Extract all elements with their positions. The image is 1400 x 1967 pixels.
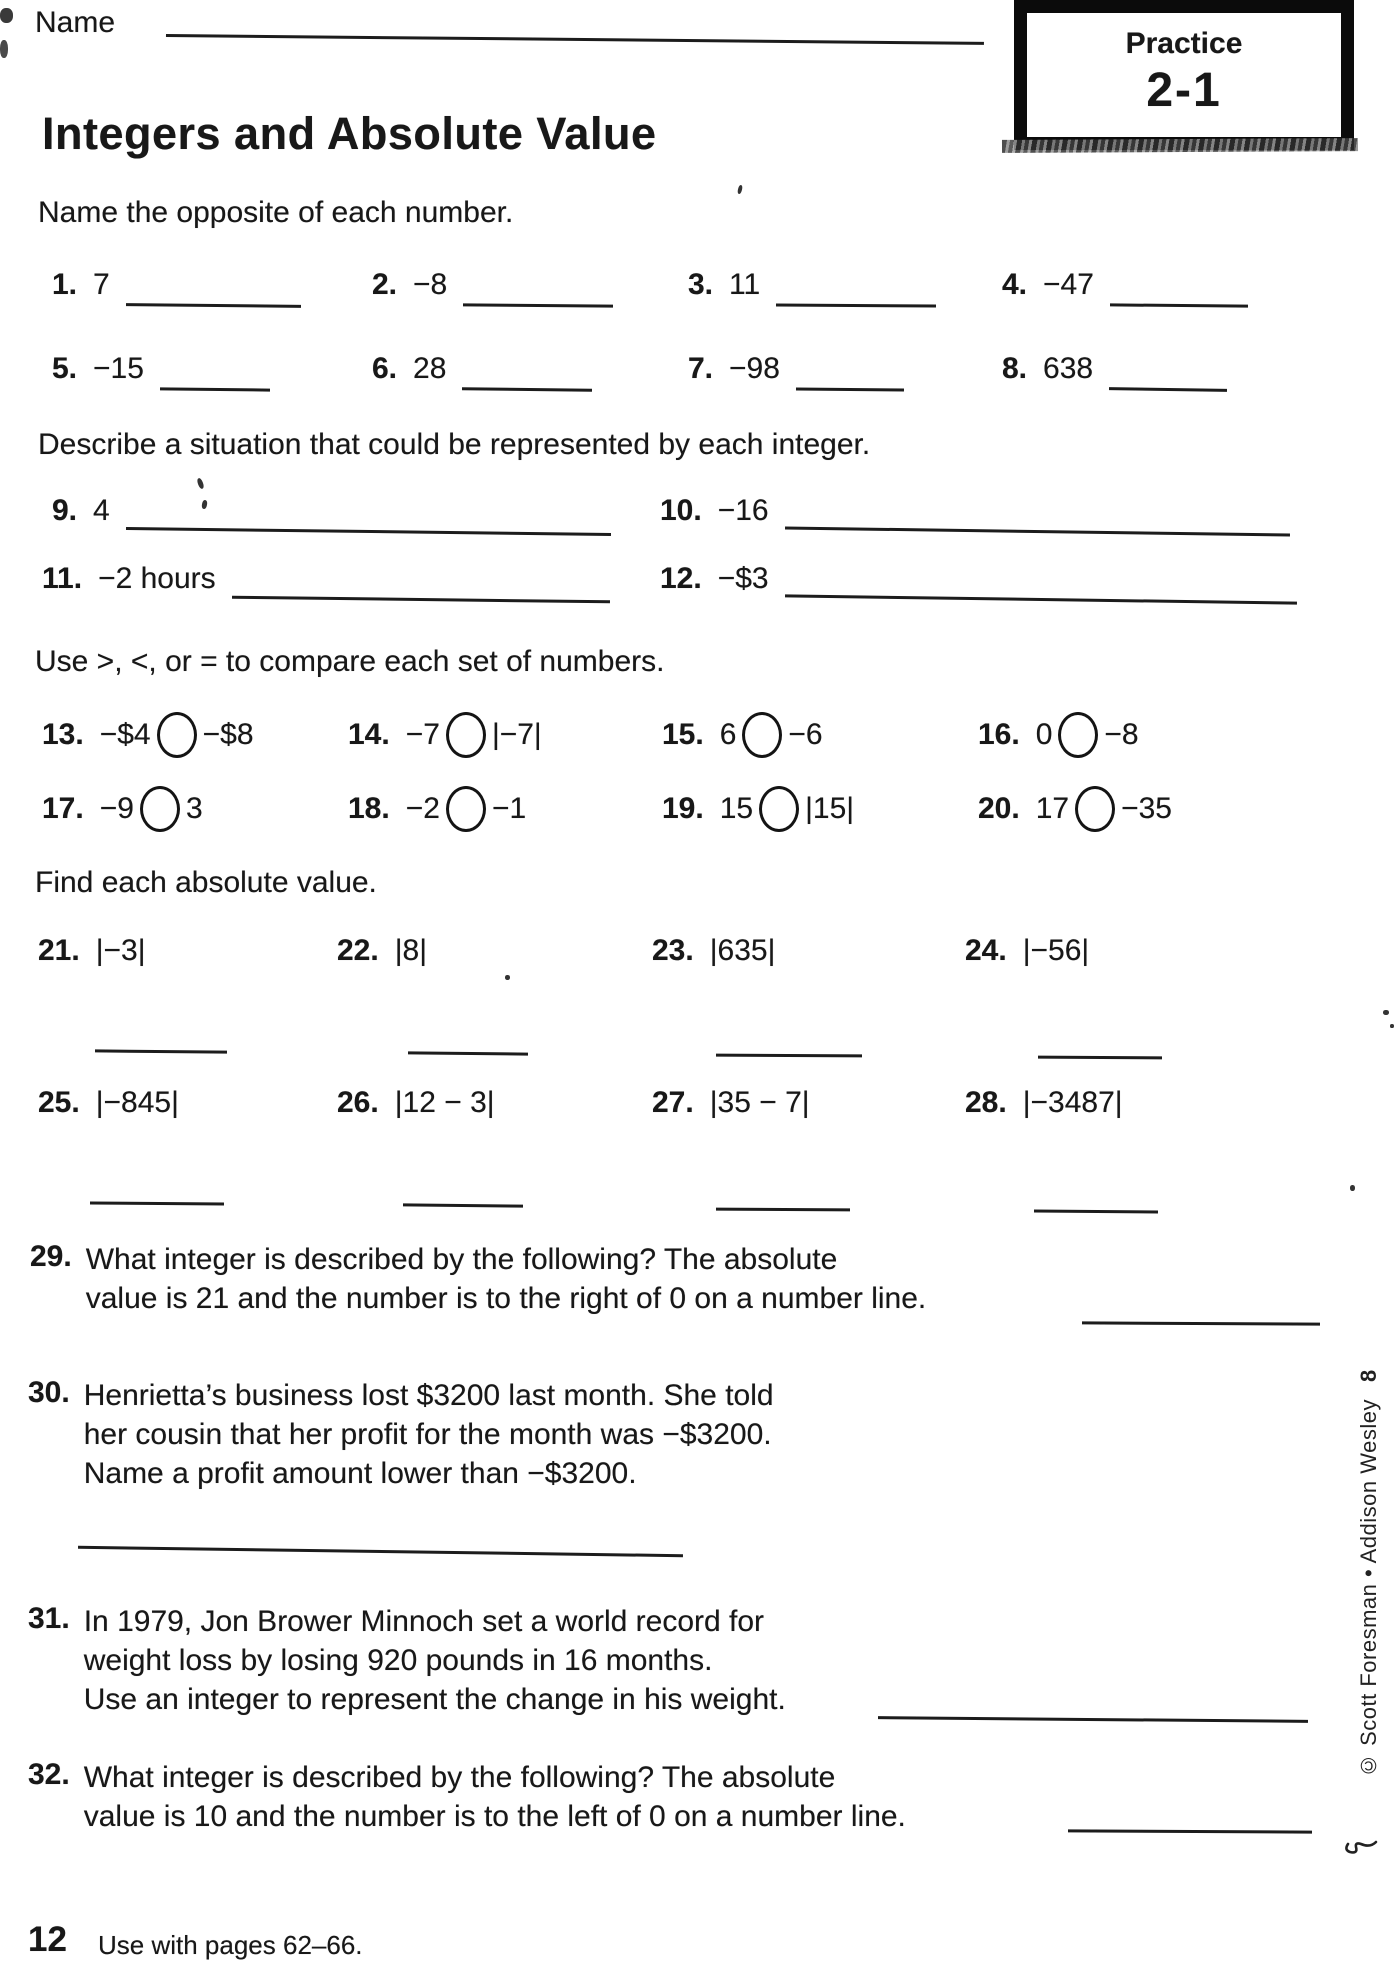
scan-artifact xyxy=(1350,1185,1355,1191)
problem-number: 30. xyxy=(28,1376,70,1409)
problem-text xyxy=(84,1602,786,1719)
problem-text-line: her cousin that her profit for the month was −$3200. xyxy=(83,1418,772,1451)
problem-1 xyxy=(52,268,301,302)
problem-number: 14. xyxy=(348,718,390,751)
pen-mark-artifact xyxy=(196,477,204,489)
problem-text-line: What integer is described by the following? The absolute xyxy=(85,1243,838,1276)
problem-number: 21. xyxy=(38,934,80,967)
problem-number: 1. xyxy=(52,268,78,301)
problem-text-line: weight loss by losing 920 pounds in 16 months. xyxy=(83,1644,713,1677)
comparison-answer-circle[interactable] xyxy=(446,786,486,832)
problem-24 xyxy=(965,934,1089,968)
problem-number: 5. xyxy=(52,352,78,385)
problem-number: 12. xyxy=(660,562,702,595)
footer-note: Use with pages 62–66. xyxy=(98,1930,363,1960)
problem-22 xyxy=(337,934,427,968)
problem-number: 29. xyxy=(30,1240,72,1273)
answer-blank[interactable] xyxy=(95,1049,227,1053)
scan-artifact xyxy=(737,185,743,195)
problem-number: 10. xyxy=(660,494,702,527)
problem-10 xyxy=(660,494,1290,528)
answer-blank[interactable] xyxy=(232,596,610,604)
problem-text-line: Henrietta’s business lost $3200 last month. She told xyxy=(83,1379,774,1412)
answer-blank[interactable] xyxy=(1082,1321,1320,1325)
answer-blank[interactable] xyxy=(1034,1209,1158,1213)
name-blank-line[interactable] xyxy=(166,34,984,45)
problem-number: 9. xyxy=(52,494,78,527)
comparison-answer-circle[interactable] xyxy=(157,712,197,758)
problem-text-line: What integer is described by the following? The absolute xyxy=(83,1761,836,1794)
practice-label: Practice xyxy=(1125,27,1243,60)
answer-blank[interactable] xyxy=(408,1051,528,1055)
problem-number: 28. xyxy=(965,1086,1007,1119)
problem-number: 4. xyxy=(1002,268,1028,301)
problem-17 xyxy=(42,786,203,832)
answer-blank[interactable] xyxy=(90,1202,224,1206)
comparison-left-value: 17 xyxy=(1035,792,1070,825)
problem-value: 638 xyxy=(1043,352,1094,385)
problem-value: −2 hours xyxy=(98,562,216,595)
answer-blank[interactable] xyxy=(160,387,270,391)
answer-blank[interactable] xyxy=(776,303,936,307)
problem-value: |−845| xyxy=(95,1086,179,1119)
problem-number: 24. xyxy=(965,934,1007,967)
answer-blank[interactable] xyxy=(463,303,613,307)
problem-23 xyxy=(652,934,775,968)
problem-value: |8| xyxy=(394,934,427,967)
comparison-right-value: 3 xyxy=(185,792,203,825)
answer-blank[interactable] xyxy=(878,1716,1308,1723)
problem-25 xyxy=(38,1086,179,1120)
comparison-right-value: −8 xyxy=(1104,718,1139,751)
problem-28 xyxy=(965,1086,1123,1120)
problem-text-line: In 1979, Jon Brower Minnoch set a world record for xyxy=(83,1605,765,1638)
problem-text-line: Use an integer to represent the change in his weight. xyxy=(83,1683,786,1716)
comparison-answer-circle[interactable] xyxy=(1075,786,1115,832)
comparison-left-value: −9 xyxy=(99,792,134,825)
problem-number: 16. xyxy=(978,718,1020,751)
answer-blank[interactable] xyxy=(716,1208,850,1212)
problem-number: 17. xyxy=(42,792,84,825)
problem-value: 11 xyxy=(729,268,761,301)
problem-19 xyxy=(662,786,854,832)
comparison-answer-circle[interactable] xyxy=(446,712,486,758)
problem-number: 13. xyxy=(42,718,84,751)
problem-number: 8. xyxy=(1002,352,1028,385)
answer-blank[interactable] xyxy=(1109,387,1227,392)
problem-value: −98 xyxy=(729,352,780,385)
answer-blank[interactable] xyxy=(126,527,611,536)
answer-blank[interactable] xyxy=(126,303,301,308)
problem-number: 32. xyxy=(28,1758,70,1791)
problem-number: 11. xyxy=(42,562,83,595)
scan-artifact xyxy=(1383,1010,1389,1015)
problem-32 xyxy=(28,1758,906,1836)
problem-number: 25. xyxy=(38,1086,80,1119)
problem-7 xyxy=(688,352,904,386)
answer-blank[interactable] xyxy=(403,1203,523,1207)
problem-value: −15 xyxy=(93,352,144,385)
problem-20 xyxy=(978,786,1172,832)
problem-value: |−3487| xyxy=(1022,1086,1123,1119)
problem-15 xyxy=(662,712,823,758)
scan-artifact xyxy=(1390,1024,1394,1028)
answer-blank[interactable] xyxy=(785,594,1297,604)
problem-5 xyxy=(52,352,270,386)
scan-artifact xyxy=(1002,138,1358,153)
problem-2 xyxy=(372,268,613,302)
problem-30 xyxy=(28,1376,774,1493)
comparison-right-value: −35 xyxy=(1121,792,1172,825)
problem-number: 20. xyxy=(978,792,1020,825)
problem-value: |635| xyxy=(709,934,776,967)
scan-artifact xyxy=(0,8,13,23)
problem-text xyxy=(86,1240,927,1318)
comparison-answer-circle[interactable] xyxy=(140,786,180,832)
problem-18 xyxy=(348,786,526,832)
answer-blank[interactable] xyxy=(462,387,592,392)
comparison-right-value: |15| xyxy=(805,792,855,825)
problem-11 xyxy=(42,562,610,596)
problem-value: −16 xyxy=(717,494,769,527)
answer-blank[interactable] xyxy=(1068,1829,1312,1833)
copyright-grade: 8 xyxy=(1356,1369,1381,1383)
comparison-answer-circle[interactable] xyxy=(742,712,782,758)
problem-text xyxy=(84,1758,906,1836)
problem-27 xyxy=(652,1086,810,1120)
problem-number: 15. xyxy=(662,718,704,751)
problem-number: 6. xyxy=(372,352,398,385)
problem-number: 3. xyxy=(688,268,714,301)
scan-artifact xyxy=(505,975,510,980)
section-instruction-opposites: Name the opposite of each number. xyxy=(38,196,514,229)
problem-value: 7 xyxy=(93,268,110,301)
scan-artifact xyxy=(0,40,8,58)
problem-value: |35 − 7| xyxy=(709,1086,810,1119)
problem-value: −8 xyxy=(413,268,448,301)
problem-value: |−56| xyxy=(1022,934,1090,967)
answer-blank[interactable] xyxy=(1110,303,1248,307)
problem-number: 27. xyxy=(652,1086,694,1119)
name-label: Name xyxy=(35,6,116,39)
answer-blank[interactable] xyxy=(1038,1056,1162,1060)
practice-number: 2-1 xyxy=(1146,64,1222,117)
answer-blank[interactable] xyxy=(785,526,1290,536)
problem-31 xyxy=(28,1602,786,1719)
comparison-left-value: 6 xyxy=(719,718,737,751)
problem-text-line: Name a profit amount lower than −$3200. xyxy=(83,1457,637,1490)
problem-3 xyxy=(688,268,936,302)
problem-number: 31. xyxy=(28,1602,70,1635)
comparison-right-value: −6 xyxy=(788,718,823,751)
problem-value: 28 xyxy=(413,352,447,385)
comparison-right-value: −1 xyxy=(491,792,527,825)
problem-9 xyxy=(52,494,611,528)
section-instruction-absolute: Find each absolute value. xyxy=(35,866,377,899)
problem-21 xyxy=(38,934,146,968)
comparison-answer-circle[interactable] xyxy=(759,786,799,832)
problem-29 xyxy=(30,1240,926,1318)
problem-text xyxy=(84,1376,774,1493)
comparison-left-value: −2 xyxy=(405,792,440,825)
problem-26 xyxy=(337,1086,495,1120)
problem-text-line: value is 10 and the number is to the left of 0 on a number line. xyxy=(83,1800,906,1833)
problem-value: −$3 xyxy=(717,562,769,595)
comparison-right-value: −$8 xyxy=(202,718,254,751)
problem-16 xyxy=(978,712,1139,758)
problem-13 xyxy=(42,712,254,758)
comparison-left-value: −7 xyxy=(405,718,440,751)
problem-value: −47 xyxy=(1043,268,1094,301)
practice-box xyxy=(1014,0,1354,150)
comparison-left-value: −$4 xyxy=(99,718,151,751)
problem-number: 23. xyxy=(652,934,694,967)
answer-blank[interactable] xyxy=(796,388,904,392)
pen-squiggle-artifact xyxy=(1342,1834,1386,1864)
copyright-text: © Scott Foresman • Addison Wesley xyxy=(1356,1399,1381,1778)
answer-blank[interactable] xyxy=(78,1546,683,1557)
problem-text-line: value is 21 and the number is to the right of 0 on a number line. xyxy=(85,1282,927,1315)
problem-number: 19. xyxy=(662,792,704,825)
problem-number: 2. xyxy=(372,268,398,301)
section-instruction-compare: Use >, <, or = to compare each set of numbers. xyxy=(35,645,665,678)
page-title: Integers and Absolute Value xyxy=(42,108,657,159)
problem-number: 7. xyxy=(688,352,714,385)
problem-number: 26. xyxy=(337,1086,379,1119)
problem-8 xyxy=(1002,352,1227,386)
comparison-answer-circle[interactable] xyxy=(1058,712,1098,758)
problem-4 xyxy=(1002,268,1248,302)
footer-page-number: 12 xyxy=(28,1920,67,1959)
problem-6 xyxy=(372,352,592,386)
copyright-vertical xyxy=(1356,1318,1382,1778)
problem-value: |−3| xyxy=(95,934,146,967)
comparison-left-value: 15 xyxy=(719,792,754,825)
problem-14 xyxy=(348,712,542,758)
comparison-right-value: |−7| xyxy=(491,718,542,751)
problem-number: 18. xyxy=(348,792,390,825)
section-instruction-situations: Describe a situation that could be represented by each integer. xyxy=(38,428,871,461)
comparison-left-value: 0 xyxy=(1035,718,1053,751)
problem-number: 22. xyxy=(337,934,379,967)
problem-value: 4 xyxy=(93,494,110,527)
problem-value: |12 − 3| xyxy=(394,1086,495,1119)
problem-12 xyxy=(660,562,1297,596)
answer-blank[interactable] xyxy=(716,1054,862,1058)
